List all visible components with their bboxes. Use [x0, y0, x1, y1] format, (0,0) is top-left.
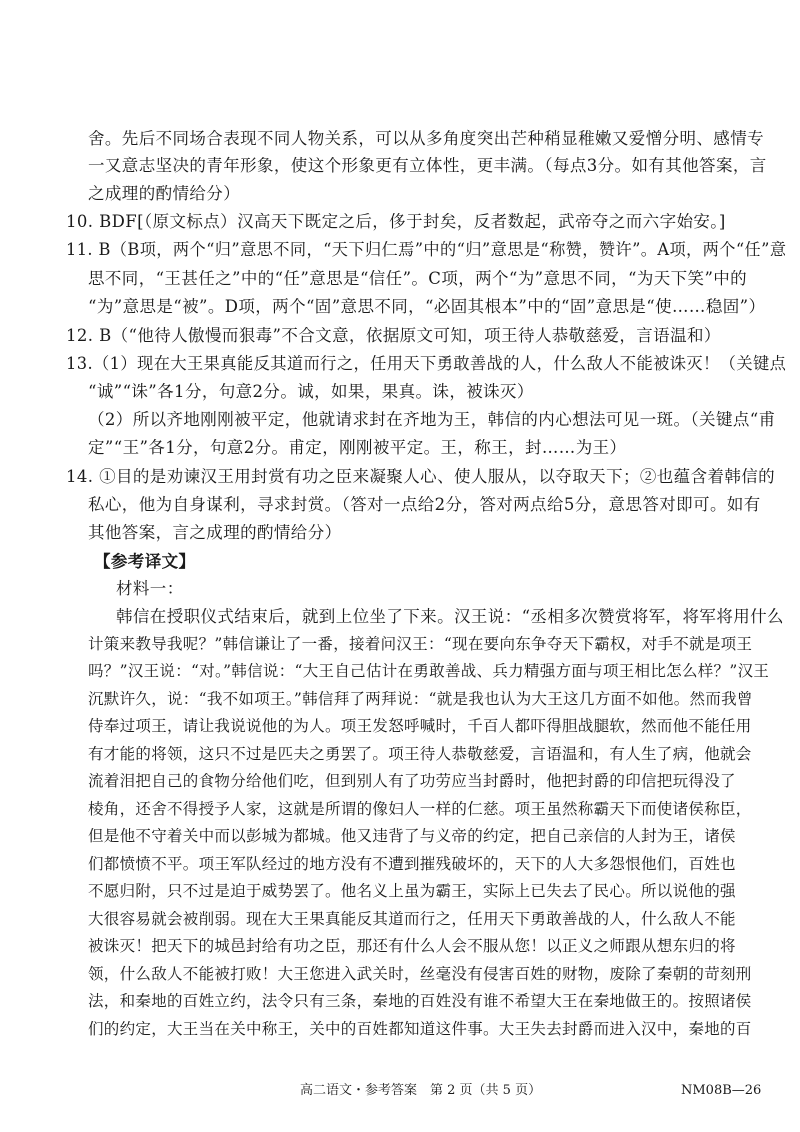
text-line: 14. ①目的是劝谏汉王用封赏有功之臣来凝聚人心、使人服从，以夺取天下；②也蕴含着韩信的	[66, 467, 776, 486]
text-line: 棱角，还舍不得授予人家，这就是所谓的像妇人一样的仁慈。项王虽然称霸天下而使诸侯称臣，	[88, 800, 752, 818]
text-line: 12. B（“他待人傲慢而狠毒”不合文意，依据原文可知，项王待人恭敬慈爱，言语温和）	[66, 326, 721, 345]
text-line: 其他答案，言之成理的酌情给分）	[88, 523, 342, 542]
text-line: 私心，他为自身谋利，寻求封赏。（答对一点给2分，答对两点给5分，意思答对即可。如有	[88, 495, 761, 514]
text-line: 韩信在授职仪式结束后，就到上位坐了下来。汉王说：“丞相多次赞赏将军，将军将用什么	[116, 607, 784, 626]
text-line: 舍。先后不同场合表现不同人物关系，可以从多角度突出芒种稍显稚嫩又爱憎分明、感情专	[88, 129, 764, 148]
text-line: 大很容易就会被削弱。现在大王果真能反其道而行之，任用天下勇敢善战的人，什么敌人不能	[88, 910, 736, 928]
text-line: 不愿归附，只不过是迫于威势罢了。他名义上虽为霸王，实际上已失去了民心。所以说他的强	[88, 882, 736, 900]
footer-code: NM08B—26	[681, 1083, 762, 1098]
text-line: 11. B（B项，两个“归”意思不同，“天下归仁焉”中的“归”意思是“称赞，赞许”。A项，两个“任”意	[66, 240, 787, 259]
text-line: 思不同，“王甚任之”中的“任”意思是“信任”。C项，两个“为”意思不同，“为天下笑”中的	[88, 269, 748, 288]
text-line: “诚”“诛”各1分，句意2分。诚，如果，果真。诛，被诛灭）	[88, 382, 534, 401]
text-line: 沉默许久，说：“我不如项王。”韩信拜了两拜说：“就是我也认为大王这几方面不如他。然而我曾	[88, 690, 753, 708]
text-line: 10. BDF[（原文标点）汉高天下既定之后，侈于封矣，反者数起，武帝夺之而六字始安。]	[66, 212, 726, 231]
text-line: 有才能的将领，这只不过是匹夫之勇罢了。项王待人恭敬慈爱，言语温和，有人生了病，他就会	[88, 745, 752, 763]
text-line: 一又意志坚决的青年形象，使这个形象更有立体性，更丰满。（每点3分。如有其他答案，言	[88, 156, 767, 175]
text-line: 们都愤愤不平。项王军队经过的地方没有不遭到摧残破坏的，天下的人大多怨恨他们，百姓也	[88, 855, 736, 873]
text-line: “为”意思是“被”。D项，两个“固”意思不同，“必固其根本”中的“固”意思是“使……稳固”）	[88, 297, 766, 316]
text-line: 之成理的酌情给分）	[88, 184, 241, 203]
text-line: 法，和秦地的百姓立约，法令只有三条，秦地的百姓没有谁不希望大王在秦地做王的。按照诸侯	[88, 992, 752, 1010]
text-line: 材料一：	[116, 579, 184, 598]
text-line: 侍奉过项王，请让我说说他的为人。项王发怒呼喊时，千百人都吓得胆战腿软，然而他不能任用	[88, 717, 752, 735]
text-line: 13.（1）现在大王果真能反其道而行之，任用天下勇敢善战的人，什么敌人不能被诛灭！（关键点	[66, 354, 787, 373]
text-line: 领，什么敌人不能被打败！大王您进入武关时，丝毫没有侵害百姓的财物，废除了秦朝的苛刻刑	[88, 965, 752, 983]
section-heading: 【参考译文】	[94, 552, 196, 571]
text-line: （2）所以齐地刚刚被平定，他就请求封在齐地为王，韩信的内心想法可见一斑。（关键点“甫	[88, 410, 776, 429]
text-line: 定”“王”各1分，句意2分。甫定，刚刚被平定。王，称王，封……为王）	[88, 438, 627, 457]
text-line: 被诛灭！把天下的城邑封给有功之臣，那还有什么人会不服从您！以正义之师跟从想东归的将	[88, 937, 736, 955]
text-line: 吗？”汉王说：“对。”韩信说：“大王自己估计在勇敢善战、兵力精强方面与项王相比怎么样？”汉王	[88, 662, 770, 680]
text-line: 但是他不守着关中而以彭城为都城。他又违背了与义帝的约定，把自己亲信的人封为王，诸侯	[88, 827, 736, 845]
text-line: 流着泪把自己的食物分给他们吃，但到别人有了功劳应当封爵时，他把封爵的印信把玩得没了	[88, 772, 736, 790]
footer-page-info: 高二语文・参考答案 第 2 页（共 5 页）	[300, 1083, 542, 1098]
text-line: 们的约定，大王当在关中称王，关中的百姓都知道这件事。大王失去封爵而进入汉中，秦地的百	[88, 1020, 752, 1038]
text-line: 计策来教导我呢？”韩信谦让了一番，接着问汉王：“现在要向东争夺天下霸权，对手不就是项王	[88, 635, 753, 653]
